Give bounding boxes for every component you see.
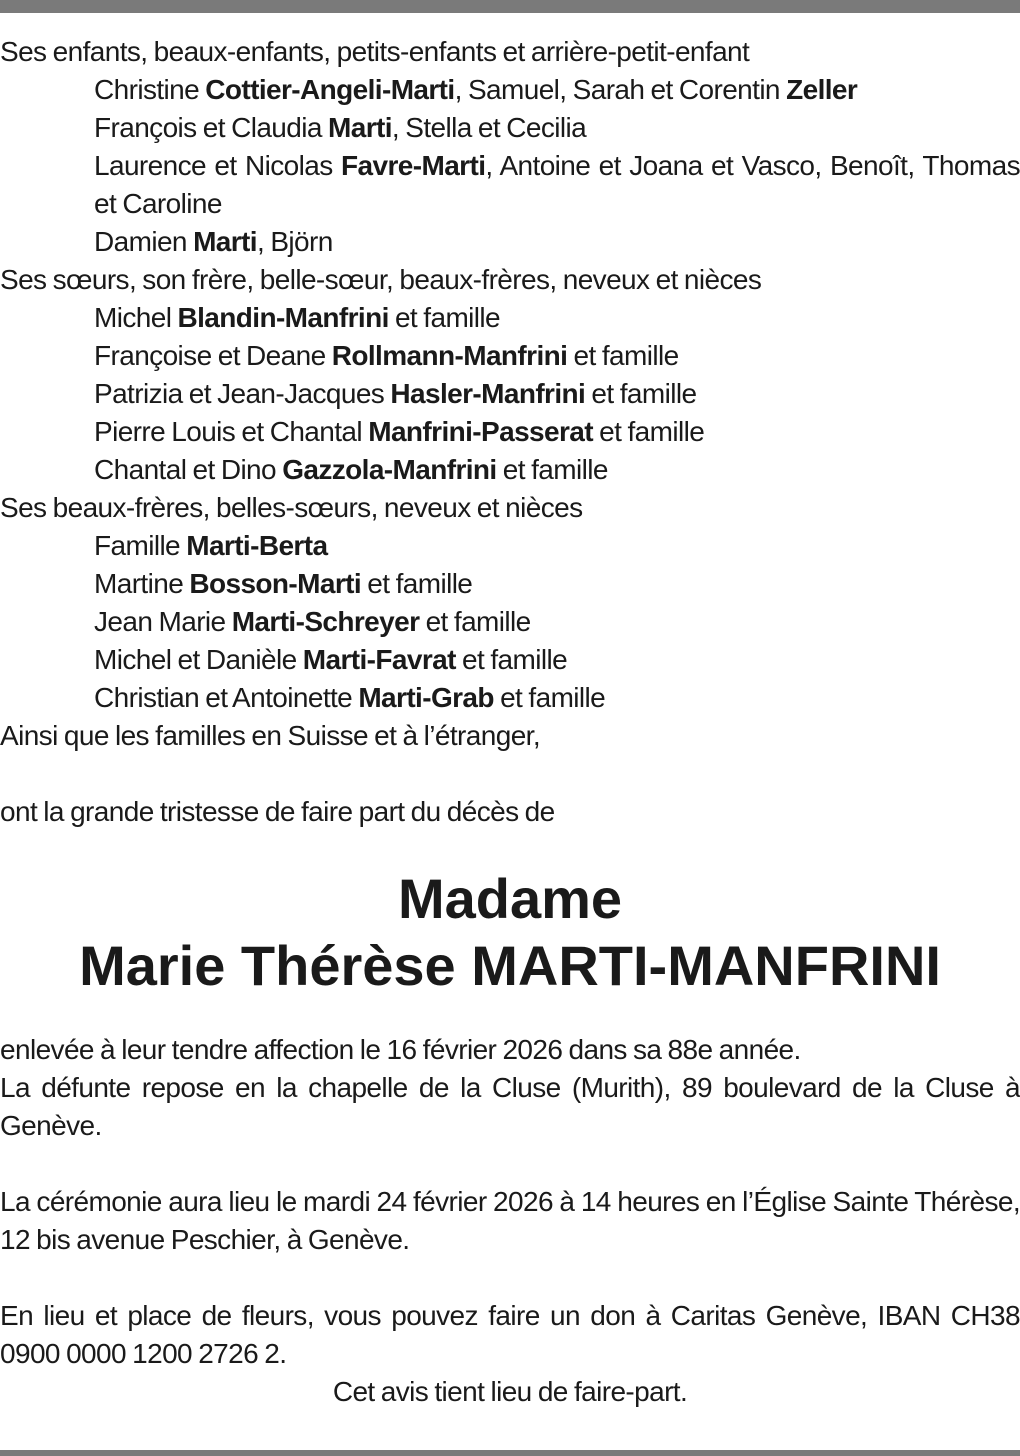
spacer: [0, 1259, 1020, 1297]
family-line: [0, 147, 1020, 223]
family-name: Favre-Marti: [341, 150, 486, 181]
family-line: [0, 679, 1020, 717]
given-names: Françoise et Deane: [94, 340, 332, 371]
given-names: et famille: [493, 682, 606, 713]
repose-notice: La défunte repose en la chapelle de la Cluse (Murith), 89 boulevard de la Cluse à Genève.: [0, 1072, 1020, 1141]
family-line: [0, 413, 1020, 451]
given-names: Pierre Louis et Chantal: [94, 416, 369, 447]
given-names: et famille: [419, 606, 531, 637]
children-heading: Ses enfants, beaux-enfants, petits-enfants et arrière-petit-enfant: [0, 36, 750, 67]
family-line: [0, 223, 1020, 261]
family-name: Marti-Berta: [186, 530, 328, 561]
family-name: Hasler-Manfrini: [390, 378, 586, 409]
given-names: François et Claudia: [94, 112, 329, 143]
given-names: Patrizia et Jean-Jacques: [94, 378, 391, 409]
other-families: Ainsi que les familles en Suisse et à l’étranger,: [0, 720, 541, 751]
given-names: , Samuel, Sarah et Corentin: [454, 74, 787, 105]
family-line: [0, 299, 1020, 337]
given-names: Chantal et Dino: [94, 454, 283, 485]
family-line: [0, 527, 1020, 565]
family-line: [0, 565, 1020, 603]
given-names: et famille: [455, 644, 568, 675]
announcement-text: ont la grande tristesse de faire part du décès de: [0, 796, 555, 827]
spacer: [0, 755, 1020, 793]
family-name: Rollmann-Manfrini: [331, 340, 568, 371]
family-name: Gazzola-Manfrini: [282, 454, 497, 485]
deceased-name-block: [0, 867, 1020, 1001]
donation-notice: En lieu et place de fleurs, vous pouvez faire un don à Caritas Genève, IBAN CH38 0900 0000 1200 2726 2.: [0, 1300, 1020, 1369]
given-names: Martine: [94, 568, 190, 599]
family-name: Cottier-Angeli-Marti: [205, 74, 455, 105]
given-names: , Stella et Cecilia: [391, 112, 587, 143]
family-name: Blandin-Manfrini: [177, 302, 389, 333]
given-names: et famille: [585, 378, 697, 409]
given-names: , Björn: [256, 226, 333, 257]
family-name: Bosson-Marti: [189, 568, 362, 599]
inlaws-heading: Ses beaux-frères, belles-sœurs, neveux et nièces: [0, 492, 583, 523]
deceased-title: Madame: [397, 867, 623, 930]
family-line: [0, 71, 1020, 109]
given-names: et famille: [361, 568, 473, 599]
family-line: [0, 109, 1020, 147]
family-line: [0, 603, 1020, 641]
bottom-rule: [0, 1450, 1020, 1456]
spacer: [0, 1001, 1020, 1031]
family-name: Marti: [193, 226, 257, 257]
given-names: et famille: [388, 302, 501, 333]
obituary-notice: [0, 33, 1020, 1411]
spacer: [0, 1145, 1020, 1183]
family-name: Manfrini-Passerat: [368, 416, 593, 447]
given-names: Laurence et Nicolas: [94, 150, 342, 181]
given-names: et famille: [496, 454, 608, 485]
family-line: [0, 337, 1020, 375]
closing-line: Cet avis tient lieu de faire-part.: [332, 1376, 688, 1407]
given-names: Michel et Danièle: [94, 644, 303, 675]
family-line: [0, 451, 1020, 489]
given-names: Jean Marie: [94, 606, 232, 637]
given-names: Christine: [94, 74, 206, 105]
family-line: [0, 641, 1020, 679]
given-names: Damien: [94, 226, 194, 257]
family-name: Zeller: [786, 74, 858, 105]
family-line: [0, 375, 1020, 413]
family-name: Marti-Schreyer: [231, 606, 420, 637]
family-name: Marti-Grab: [358, 682, 494, 713]
given-names: et famille: [592, 416, 705, 447]
top-rule: [0, 0, 1020, 13]
family-name: Marti: [328, 112, 392, 143]
siblings-heading: Ses sœurs, son frère, belle-sœur, beaux-frères, neveux et nièces: [0, 264, 762, 295]
ceremony-notice: La cérémonie aura lieu le mardi 24 février 2026 à 14 heures en l’Église Sainte Thérèse, 12 bis avenue Peschier, à Genève.: [0, 1186, 1020, 1255]
given-names: , Antoine et Joana et Vasco, Benoît, Thomas et Caroline: [94, 150, 1020, 219]
spacer: [0, 831, 1020, 867]
given-names: et famille: [567, 340, 679, 371]
given-names: Christian et Antoinette: [94, 682, 359, 713]
given-names: Michel: [94, 302, 178, 333]
death-notice: enlevée à leur tendre affection le 16 février 2026 dans sa 88e année.: [0, 1034, 801, 1065]
deceased-name: Marie Thérèse MARTI-MANFRINI: [79, 934, 941, 997]
family-name: Marti-Favrat: [302, 644, 456, 675]
given-names: Famille: [94, 530, 187, 561]
